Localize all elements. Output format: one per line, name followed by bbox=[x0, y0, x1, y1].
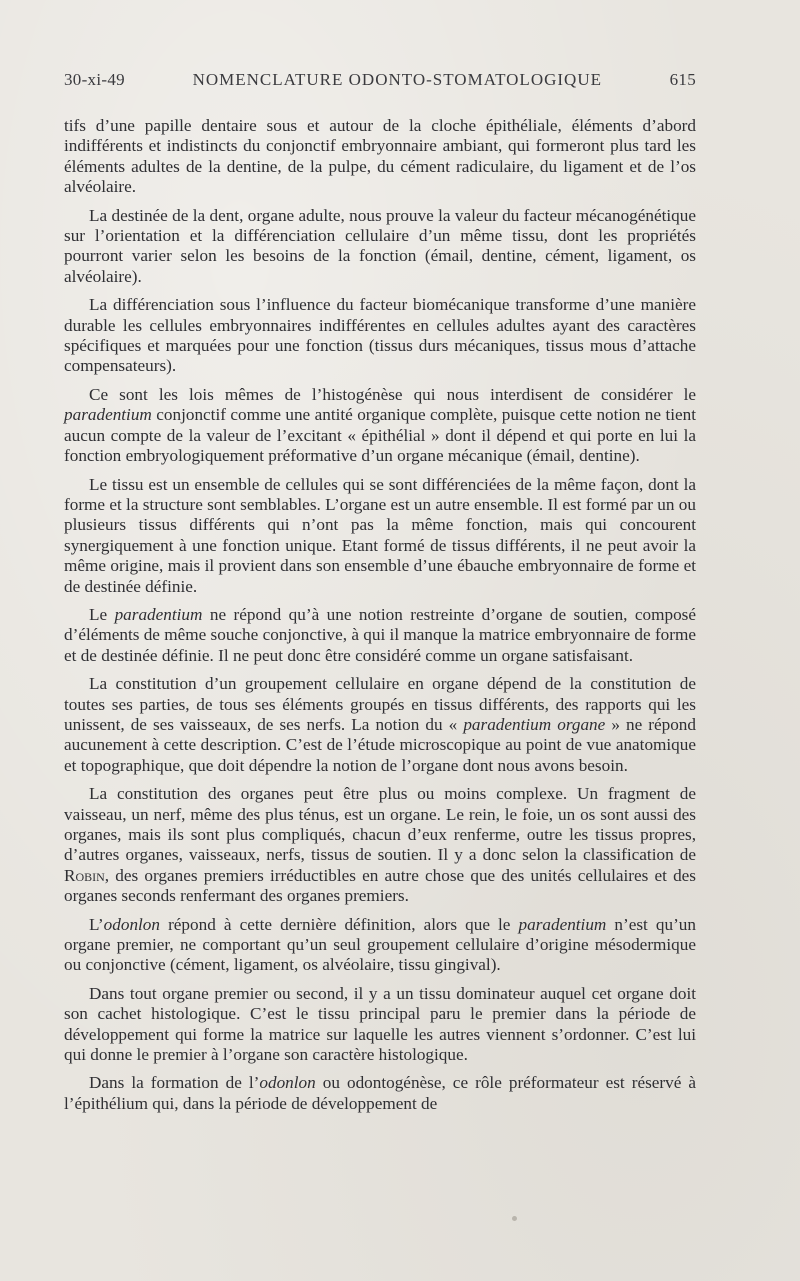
paragraph-4-italic-term: paradentium bbox=[64, 405, 152, 425]
paragraph-9-italic-term-2: paradentium bbox=[518, 914, 607, 934]
paragraph-8 bbox=[64, 784, 696, 906]
paragraph-8-author-name: Robin bbox=[64, 865, 105, 885]
paragraph-10 bbox=[64, 984, 696, 1066]
paragraph-8-part-2: , des organes premiers irréductibles en autre chose que des unités cellulaires et des organes seconds renfermant des organes premiers. bbox=[64, 865, 696, 906]
paragraph-7-italic-term: paradentium organe bbox=[463, 714, 606, 734]
paragraph-11-part-2: ou odontogénèse, ce rôle préformateur est réservé à l’épithélium qui, dans la période de développement de bbox=[64, 1073, 697, 1113]
paragraph-7-part-2: » ne répond aucunement à cette description. C’est de l’étude microscopique au point de vue anatomique et topographique, que doit dépendre la notion de l’organe dont nous avons besoin. bbox=[64, 714, 696, 775]
header-title: NOMENCLATURE ODONTO-STOMATOLOGIQUE bbox=[192, 70, 602, 89]
paragraph-2 bbox=[64, 206, 696, 288]
body-text bbox=[64, 116, 696, 1114]
paragraph-4 bbox=[64, 385, 696, 467]
page-number: 615 bbox=[669, 70, 696, 89]
paragraph-9-part-1: L’ bbox=[89, 914, 104, 934]
header-date: 30-xi-49 bbox=[64, 70, 125, 89]
paragraph-10-text: Dans tout organe premier ou second, il y a un tissu dominateur auquel cet organe doit son cachet histologique. C’est le tissu principal paru le premier dans la période de développement qui forme la matrice sur laquelle les autres viennent s’ordonner. C’est lui qui donne le premier à l’organe son caractère histologique. bbox=[64, 983, 696, 1065]
paragraph-3 bbox=[64, 295, 696, 377]
paragraph-6 bbox=[64, 605, 696, 666]
paragraph-7 bbox=[64, 674, 696, 776]
paragraph-7-part-1: La constitution d’un groupement cellulaire en organe dépend de la constitution de toutes ses parties, de tous ses éléments groupés en tissus différents, des rapports qui les unissent, de ses vaisseaux, de ses nerfs. La notion du « bbox=[64, 674, 696, 734]
paragraph-11-part-1: Dans la formation de l’ bbox=[89, 1073, 260, 1093]
paragraph-9-part-3: n’est qu’un organe premier, ne comportant qu’un seul groupement cellulaire d’origine mésodermique ou conjonctive (cément, ligament, os alvéolaire, tissu gingival). bbox=[64, 914, 696, 975]
paragraph-6-italic-term: paradentium bbox=[114, 604, 203, 624]
paragraph-6-part-2: ne répond qu’à une notion restreinte d’organe de soutien, composé d’éléments de même souche conjonctive, à qui il manque la matrice embryonnaire de forme et de destinée définie. Il ne peut donc être considéré comme un organe satisfaisant. bbox=[64, 604, 696, 665]
paragraph-9-part-2: répond à cette dernière définition, alors que le bbox=[160, 914, 519, 934]
paragraph-5 bbox=[64, 475, 696, 597]
paragraph-4-part-1: Ce sont les lois mêmes de l’histogénèse qui nous interdisent de considérer le bbox=[89, 384, 696, 404]
paragraph-11-italic-term: odonlon bbox=[259, 1073, 316, 1093]
paragraph-3-text: La différenciation sous l’influence du facteur biomécanique transforme d’une manière durable les cellules embryonnaires indifférentes en cellules adultes ayant des caractères spécifiques et marquées pour une fonction (tissus durs mécaniques, tissus mous d’attache compensateurs). bbox=[64, 295, 696, 376]
paragraph-9 bbox=[64, 915, 696, 976]
paragraph-5-text: Le tissu est un ensemble de cellules qui se sont différenciées de la même façon, dont la forme et la structure sont semblables. L’organe est un autre ensemble. Il est formé par un ou plusieurs tissus différents qui n’ont pas la même fonction, mais qui concourent synergiquement à une fonction unique. Etant formé de tissus différents, il ne peut avoir la même origine, mais il provient dans son ensemble d’une ébauche embryonnaire de forme et de destinée définie. bbox=[64, 474, 696, 596]
paragraph-1-text: tifs d’une papille dentaire sous et autour de la cloche épithéliale, éléments d’abord indifférents et indistincts du conjonctif embryonnaire ambiant, qui formeront plus tard les éléments adultes de la dentine, de la pulpe, du cément radiculaire, du ligament et de l’os alvéolaire. bbox=[64, 116, 696, 197]
paragraph-11 bbox=[64, 1073, 696, 1114]
paragraph-9-italic-term-1: odonlon bbox=[103, 914, 160, 934]
paragraph-6-part-1: Le bbox=[89, 604, 115, 624]
paragraph-8-part-1: La constitution des organes peut être plus ou moins complexe. Un fragment de vaisseau, un nerf, même des plus ténus, est un organe. Le rein, le foie, un os sont aussi des organes, mais ils sont plus compliqués, chacun d’eux renferme, outre les tissus propres, d’autres organes, vaisseaux, nerfs, tissus de soutien. Il y a donc selon la classification de bbox=[64, 784, 696, 865]
paragraph-2-text: La destinée de la dent, organe adulte, nous prouve la valeur du facteur mécanogénétique sur l’orientation et la différenciation cellulaire d’un même tissu, dont les propriétés pourront varier selon les besoins de la fonction (émail, dentine, cément, ligament, os alvéolaire). bbox=[64, 205, 696, 286]
paragraph-4-part-2: conjonctif comme une antité organique complète, puisque cette notion ne tient aucun compte de la valeur de l’excitant « épithélial » dont il dépend et qui porte en lui la fonction embryologiquement préformative d’un organe mécanique (émail, dentine). bbox=[64, 405, 696, 466]
paragraph-1 bbox=[64, 116, 696, 198]
paper-speck bbox=[512, 1216, 517, 1221]
running-header bbox=[64, 70, 696, 90]
